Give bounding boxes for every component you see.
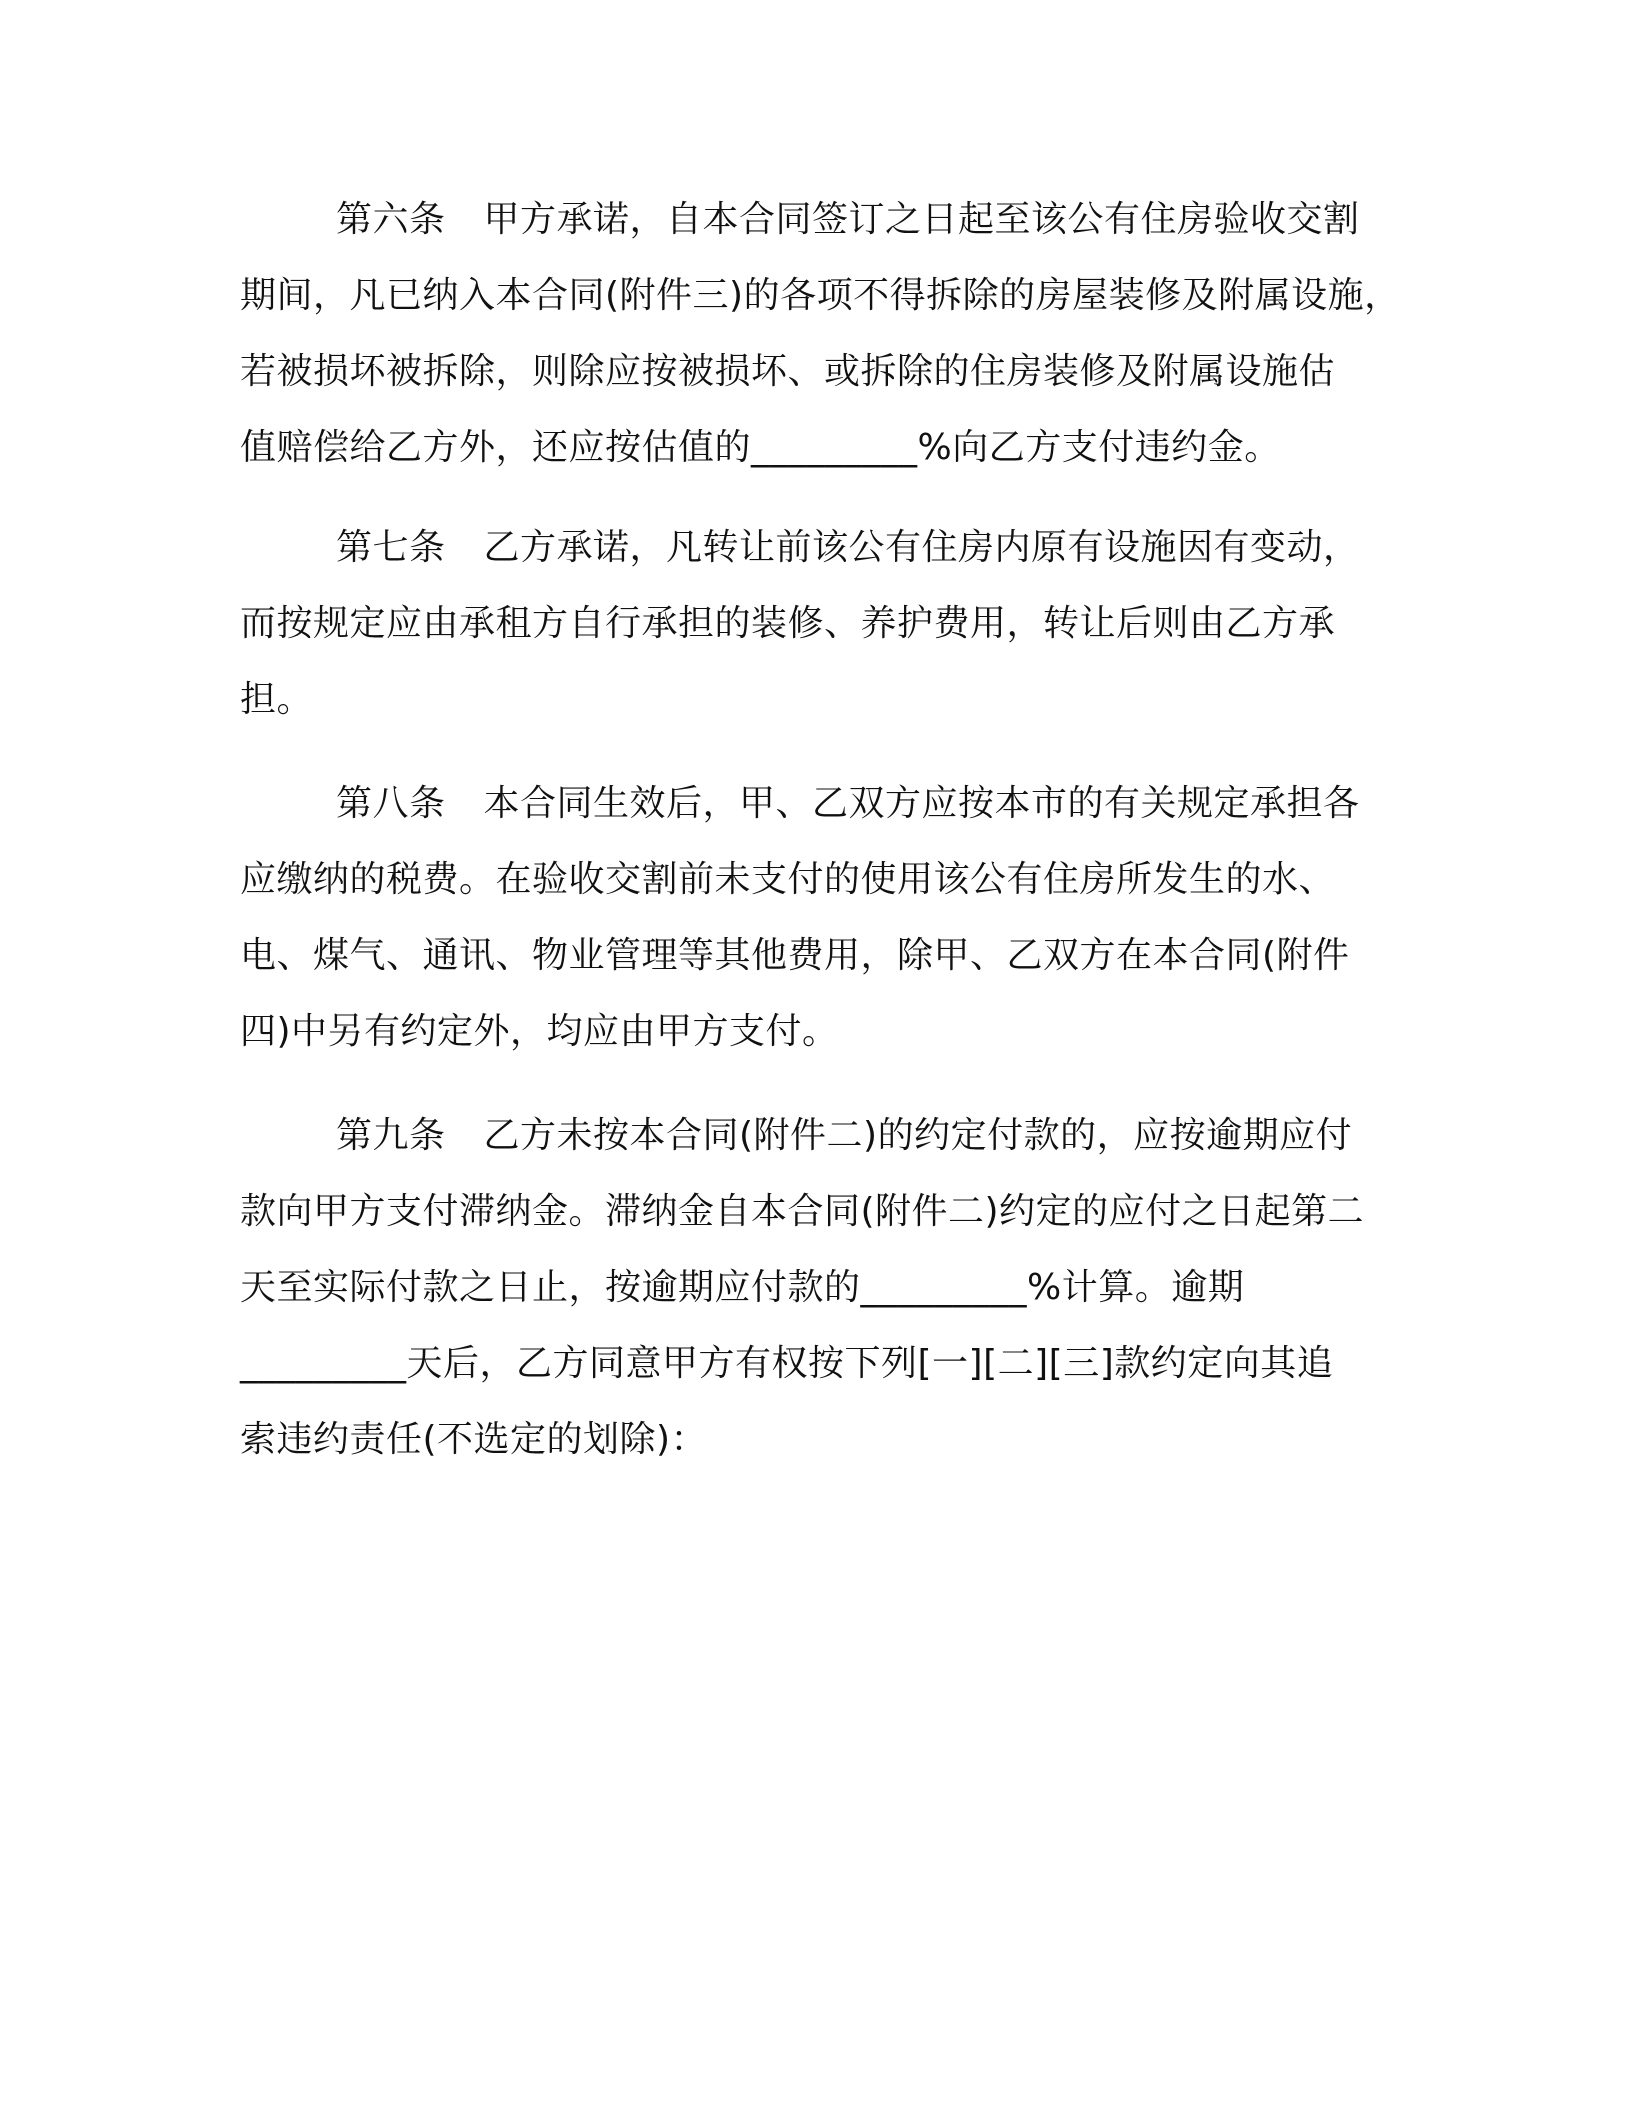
article-6-line-3: 若被损坏被拆除，则除应按被损坏、或拆除的住房装修及附属设施估 [240,351,1336,392]
article-7-line-3: 担。 [240,679,314,720]
article-6-line-1 [336,196,1360,244]
article-6-line-2: 期间，凡已纳入本合同(附件三)的各项不得拆除的房屋装修及附属设施， [240,275,1401,316]
article-9-line-2: 款向甲方支付滞纳金。滞纳金自本合同(附件二)约定的应付之日起第二 [240,1191,1365,1232]
article-8-line-3: 电、煤气、通讯、物业管理等其他费用，除甲、乙双方在本合同(附件 [240,935,1350,976]
article-9-text: 乙方未按本合同(附件二)的约定付款的，应按逾期应付 [483,1115,1353,1156]
article-9-line-3: 天至实际付款之日止，按逾期应付款的_________%计算。逾期 [240,1267,1245,1308]
article-9-line-5: 索违约责任(不选定的划除)： [240,1419,708,1460]
article-9-heading: 第九条 [336,1115,446,1156]
article-8-text: 本合同生效后，甲、乙双方应按本市的有关规定承担各 [483,783,1360,824]
article-6-line-4: 值赔偿给乙方外，还应按估值的_________%向乙方支付违约金。 [240,427,1281,468]
article-8-heading: 第八条 [336,783,446,824]
article-7-line-2: 而按规定应由承租方自行承担的装修、养护费用，转让后则由乙方承 [240,603,1336,644]
article-7-heading: 第七条 [336,527,446,568]
article-6-text: 甲方承诺，自本合同签订之日起至该公有住房验收交割 [483,199,1360,240]
article-8-line-4: 四)中另有约定外，均应由甲方支付。 [240,1011,839,1052]
article-8-line-1 [336,780,1360,828]
article-9-line-1 [336,1112,1352,1160]
article-7-line-1 [336,524,1360,572]
article-6-heading: 第六条 [336,199,446,240]
article-9-line-4: _________天后，乙方同意甲方有权按下列[一][二][三]款约定向其追 [240,1343,1334,1384]
article-8-line-2: 应缴纳的税费。在验收交割前未支付的使用该公有住房所发生的水、 [240,859,1336,900]
article-7-text: 乙方承诺，凡转让前该公有住房内原有设施因有变动， [483,527,1360,568]
